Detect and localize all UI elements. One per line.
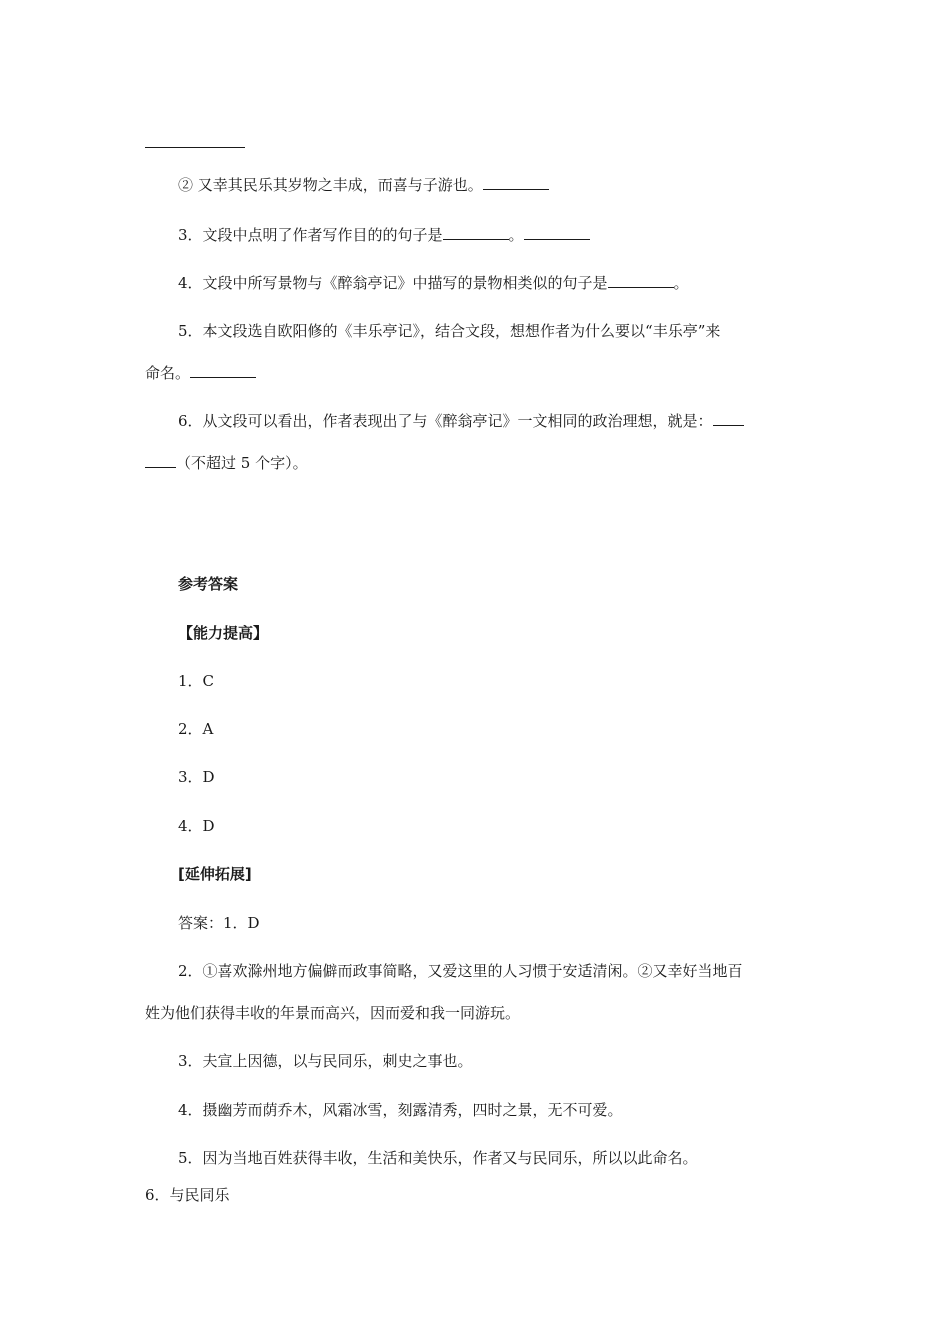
answer-item: 答案：1．D [178,914,260,932]
question-6-line-1 [178,410,810,432]
question-text: 命名。 [145,364,191,382]
answer-blank-line [145,132,810,154]
question-2-item-2 [178,174,810,196]
answer-blank [190,363,256,378]
answer-blank [524,225,590,240]
answer-item: 2．A [178,720,214,738]
answer-blank [608,273,674,288]
answer-blank [145,453,176,468]
question-text: 4．文段中所写景物与《醉翁亭记》中描写的景物相类似的句子是 [178,274,608,292]
question-5-line-1 [178,320,810,342]
answer-item: 2．①喜欢滁州地方偏僻而政事简略，又爱这里的人习惯于安适清闲。②又幸好当地百 [178,962,743,980]
question-text: （不超过 5 个字）。 [176,454,308,472]
answer-blank [443,225,509,240]
section-heading-extension: [延伸拓展] [178,865,252,883]
question-text: ② 又幸其民乐其岁物之丰成，而喜与子游也。 [178,176,483,194]
answer-item: 4．D [178,817,215,835]
answer-item-continuation: 姓为他们获得丰收的年景而高兴，因而爱和我一同游玩。 [145,1004,521,1022]
question-4: 4．文段中所写景物与《醉翁亭记》中描写的景物相类似的句子是 。 [178,274,689,292]
answer-blank [713,411,744,426]
answer-item: 3．夫宣上因德，以与民同乐，刺史之事也。 [178,1052,473,1070]
answers-heading: 参考答案 [178,575,239,593]
answer-item: 5．因为当地百姓获得丰收，生活和美快乐，作者又与民同乐，所以以此命名。 [178,1149,698,1167]
answer-item: 1．C [178,672,215,690]
answer-item: 3．D [178,768,215,786]
answer-item: 4．摄幽芳而荫乔木，风霜冰雪，刻露清秀，四时之景，无不可爱。 [178,1101,623,1119]
question-text: 6．从文段可以看出，作者表现出了与《醉翁亭记》一文相同的政治理想，就是： [178,412,713,430]
answer-blank [145,133,245,148]
question-5-line-2 [145,362,810,384]
question-text: 3．文段中点明了作者写作目的的句子是 [178,226,443,244]
answer-item: 6．与民同乐 [145,1186,230,1204]
question-text: 5．本文段选自欧阳修的《丰乐亭记》，结合文段，想想作者为什么要以“丰乐亭”来 [178,322,721,340]
section-heading-ability: 【能力提高】 [178,624,269,642]
question-6-line-2 [145,452,810,474]
question-3: 3．文段中点明了作者写作目的的句子是 。 [178,224,810,246]
answer-blank [483,175,549,190]
